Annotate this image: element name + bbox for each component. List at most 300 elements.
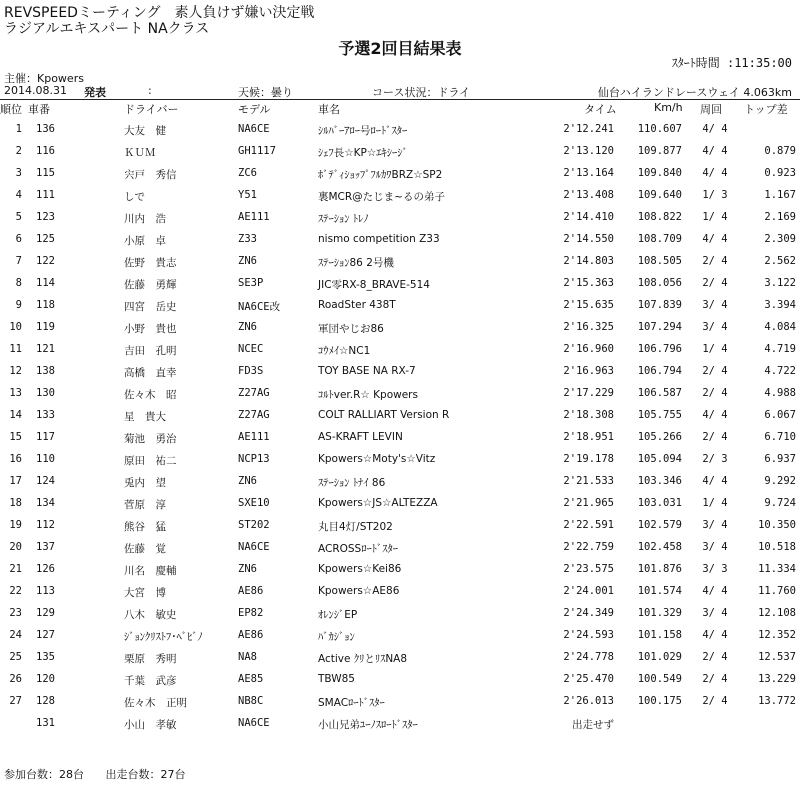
- gap-to-top: 9.292: [764, 475, 796, 487]
- car-name: COLT RALLIART Version R: [318, 409, 450, 421]
- driver-name: ｼﾞｮﾝｸﾘｽﾄﾌ･ﾍﾞﾋﾞﾉ: [124, 631, 203, 643]
- result-pos: 11: [9, 343, 22, 355]
- gap-to-top: 0.879: [764, 145, 796, 157]
- speed-kmh: 108.505: [637, 255, 682, 267]
- gap-to-top: 13.229: [758, 673, 796, 685]
- table-row: [0, 251, 800, 273]
- speed-kmh: 106.587: [637, 387, 682, 399]
- car-number: 113: [36, 585, 55, 597]
- col-car: 車名: [318, 103, 340, 116]
- speed-kmh: 107.294: [637, 321, 682, 333]
- table-row: [0, 207, 800, 229]
- car-number: 130: [36, 387, 55, 399]
- lap-time: 2'18.951: [563, 431, 614, 443]
- driver-name: 佐藤 覚: [124, 543, 166, 555]
- lap-count: 4/ 4: [702, 475, 728, 487]
- gap-to-top: 12.352: [758, 629, 796, 641]
- lap-count: 2/ 4: [702, 695, 728, 707]
- speed-kmh: 103.031: [637, 497, 682, 509]
- car-number: 118: [36, 299, 55, 311]
- result-pos: 7: [15, 255, 22, 267]
- gap-to-top: 6.067: [764, 409, 796, 421]
- result-pos: 5: [15, 211, 22, 223]
- lap-count: 4/ 4: [702, 585, 728, 597]
- lap-time: 2'13.120: [563, 145, 614, 157]
- lap-time: 2'15.363: [563, 277, 614, 289]
- table-row: [0, 361, 800, 383]
- lap-count: 2/ 4: [702, 673, 728, 685]
- car-model: SXE10: [238, 497, 270, 509]
- car-number: 124: [36, 475, 55, 487]
- car-model: Y51: [238, 189, 257, 201]
- driver-name: 佐野 貴志: [124, 257, 177, 269]
- car-model: NCP13: [238, 453, 270, 465]
- lap-time: 2'19.178: [563, 453, 614, 465]
- result-pos: 8: [15, 277, 22, 289]
- car-name: ｽﾃｰｼｮﾝ ﾄﾚﾉ: [318, 213, 369, 225]
- table-row: [0, 317, 800, 339]
- car-name: Kpowers☆Kei86: [318, 563, 402, 575]
- car-name: Kpowers☆Moty's☆Vitz: [318, 453, 436, 465]
- lap-time: 2'23.575: [563, 563, 614, 575]
- gap-to-top: 3.122: [764, 277, 796, 289]
- col-kmh: Km/h: [654, 101, 683, 114]
- speed-kmh: 108.056: [637, 277, 682, 289]
- lap-time: 2'16.960: [563, 343, 614, 355]
- table-row: [0, 713, 800, 735]
- gap-to-top: 4.084: [764, 321, 796, 333]
- result-pos: 6: [15, 233, 22, 245]
- result-pos: 3: [15, 167, 22, 179]
- car-name: nismo competition Z33: [318, 233, 440, 245]
- driver-name: 小野 貴也: [124, 323, 177, 335]
- car-number: 116: [36, 145, 55, 157]
- gap-to-top: 2.169: [764, 211, 796, 223]
- car-name: Kpowers☆JS☆ALTEZZA: [318, 497, 438, 509]
- speed-kmh: 103.346: [637, 475, 682, 487]
- lap-count: 3/ 3: [702, 563, 728, 575]
- lap-time: 2'16.325: [563, 321, 614, 333]
- lap-count: 1/ 4: [702, 343, 728, 355]
- car-number: 137: [36, 541, 55, 553]
- driver-name: しで: [124, 191, 145, 203]
- result-pos: 10: [9, 321, 22, 333]
- car-model: NA6CE: [238, 717, 270, 729]
- col-driver: ドライバー: [124, 103, 179, 116]
- table-row: [0, 273, 800, 295]
- lap-count: 3/ 4: [702, 541, 728, 553]
- organizer: 主催：Kpowers: [4, 72, 84, 85]
- car-name: ｼｪﾌ長☆KP☆ｴｷｼｰｼﾞ: [318, 147, 408, 159]
- gap-to-top: 0.923: [764, 167, 796, 179]
- speed-kmh: 101.158: [637, 629, 682, 641]
- speed-kmh: 101.329: [637, 607, 682, 619]
- result-pos: 1: [15, 123, 22, 135]
- car-model: Z27AG: [238, 387, 270, 399]
- lap-time: 2'14.550: [563, 233, 614, 245]
- table-row: [0, 493, 800, 515]
- lap-time: 2'14.410: [563, 211, 614, 223]
- lap-time: 2'21.533: [563, 475, 614, 487]
- driver-name: 四宮 岳史: [124, 301, 177, 313]
- car-number: 136: [36, 123, 55, 135]
- gap-to-top: 12.537: [758, 651, 796, 663]
- table-row: [0, 691, 800, 713]
- table-row: [0, 515, 800, 537]
- header-divider: [0, 99, 800, 100]
- car-name: Active ｸﾘとﾘｽNA8: [318, 653, 408, 665]
- car-number: 128: [36, 695, 55, 707]
- car-model: AE86: [238, 629, 264, 641]
- table-row: [0, 625, 800, 647]
- car-name: 裏MCR@たじま~るの弟子: [318, 191, 445, 203]
- lap-time: 2'16.963: [563, 365, 614, 377]
- car-number: 114: [36, 277, 55, 289]
- entries-count: 参加台数：28台: [4, 768, 84, 781]
- speed-kmh: 101.876: [637, 563, 682, 575]
- speed-kmh: 108.709: [637, 233, 682, 245]
- car-name: ｼﾙﾊﾞｰｱﾛｰ号ﾛｰﾄﾞｽﾀｰ: [318, 125, 408, 137]
- driver-name: 星 貴大: [124, 411, 166, 423]
- lap-time: 2'24.349: [563, 607, 614, 619]
- driver-name: 栗原 秀明: [124, 653, 177, 665]
- gap-to-top: 12.108: [758, 607, 796, 619]
- speed-kmh: 106.796: [637, 343, 682, 355]
- lap-time: 2'13.164: [563, 167, 614, 179]
- lap-time: 2'17.229: [563, 387, 614, 399]
- speed-kmh: 105.266: [637, 431, 682, 443]
- lap-count: 2/ 4: [702, 431, 728, 443]
- car-model: ZN6: [238, 321, 257, 333]
- speed-kmh: 101.029: [637, 651, 682, 663]
- car-number: 131: [36, 717, 55, 729]
- driver-name: 宍戸 秀信: [124, 169, 177, 181]
- gap-to-top: 10.518: [758, 541, 796, 553]
- table-row: [0, 141, 800, 163]
- table-row: [0, 163, 800, 185]
- car-model: ZN6: [238, 255, 257, 267]
- car-number: 125: [36, 233, 55, 245]
- lap-count: 3/ 4: [702, 299, 728, 311]
- car-model: NA8: [238, 651, 257, 663]
- col-model: モデル: [238, 103, 271, 116]
- result-pos: 25: [9, 651, 22, 663]
- driver-name: 八木 敏史: [124, 609, 177, 621]
- result-pos: 4: [15, 189, 22, 201]
- car-number: 111: [36, 189, 55, 201]
- lap-count: 4/ 4: [702, 629, 728, 641]
- car-name: ｺﾙﾄver.R☆ Kpowers: [318, 389, 418, 401]
- announce-colon: :: [148, 84, 152, 97]
- table-row: [0, 581, 800, 603]
- start-time: ｽﾀｰﾄ時間 :11:35:00: [671, 56, 792, 70]
- result-pos: 12: [9, 365, 22, 377]
- result-pos: 22: [9, 585, 22, 597]
- lap-count: 2/ 4: [702, 387, 728, 399]
- car-number: 138: [36, 365, 55, 377]
- driver-name: 菊池 勇治: [124, 433, 177, 445]
- result-pos: 24: [9, 629, 22, 641]
- gap-to-top: 11.760: [758, 585, 796, 597]
- result-pos: 17: [9, 475, 22, 487]
- driver-name: ＫＵＭ: [124, 147, 156, 159]
- event-title-line1: REVSPEEDミーティング 素人負けず嫌い決定戦: [4, 5, 315, 21]
- lap-count: 4/ 4: [702, 233, 728, 245]
- lap-time: 2'18.308: [563, 409, 614, 421]
- course-status: コース状況：ドライ: [372, 86, 471, 99]
- car-name: 小山兄弟ﾕｰﾉｽﾛｰﾄﾞｽﾀｰ: [318, 719, 418, 731]
- col-laps: 周回: [700, 103, 722, 116]
- table-row: [0, 647, 800, 669]
- lap-count: 1/ 3: [702, 189, 728, 201]
- lap-count: 4/ 4: [702, 145, 728, 157]
- table-row: [0, 669, 800, 691]
- table-row: [0, 405, 800, 427]
- car-model: NA6CE: [238, 541, 270, 553]
- car-model: NB8C: [238, 695, 264, 707]
- driver-name: 千葉 武彦: [124, 675, 177, 687]
- lap-count: 2/ 4: [702, 365, 728, 377]
- car-number: 127: [36, 629, 55, 641]
- gap-to-top: 4.988: [764, 387, 796, 399]
- gap-to-top: 11.334: [758, 563, 796, 575]
- car-name: 軍団やじお86: [318, 323, 384, 335]
- lap-time: 2'22.759: [563, 541, 614, 553]
- car-number: 120: [36, 673, 55, 685]
- car-name: TOY BASE NA RX-7: [318, 365, 416, 377]
- event-title-line2: ラジアルエキスパート NAクラス: [4, 21, 210, 37]
- driver-name: 兎内 望: [124, 477, 166, 489]
- car-number: 129: [36, 607, 55, 619]
- lap-time: 2'21.965: [563, 497, 614, 509]
- speed-kmh: 106.794: [637, 365, 682, 377]
- result-pos: 21: [9, 563, 22, 575]
- driver-name: 佐々木 昭: [124, 389, 177, 401]
- circuit: 仙台ハイランドレースウェイ 4.063km: [597, 86, 792, 99]
- gap-to-top: 6.710: [764, 431, 796, 443]
- announce-label: 発表: [84, 86, 106, 99]
- lap-count: 4/ 4: [702, 409, 728, 421]
- car-name: ｽﾃｰｼｮﾝ86 2号機: [318, 257, 394, 269]
- gap-to-top: 2.562: [764, 255, 796, 267]
- driver-name: 佐藤 勇輝: [124, 279, 177, 291]
- col-time: タイム: [584, 103, 617, 116]
- driver-name: 原田 祐二: [124, 455, 177, 467]
- car-name: AS-KRAFT LEVIN: [318, 431, 403, 443]
- lap-count: 2/ 4: [702, 277, 728, 289]
- speed-kmh: 109.640: [637, 189, 682, 201]
- gap-to-top: 9.724: [764, 497, 796, 509]
- speed-kmh: 102.458: [637, 541, 682, 553]
- table-row: [0, 119, 800, 141]
- car-model: SE3P: [238, 277, 264, 289]
- result-pos: 15: [9, 431, 22, 443]
- result-pos: 19: [9, 519, 22, 531]
- table-row: [0, 383, 800, 405]
- lap-time: 2'14.803: [563, 255, 614, 267]
- gap-to-top: 4.722: [764, 365, 796, 377]
- speed-kmh: 105.755: [637, 409, 682, 421]
- results-table: [0, 119, 800, 735]
- table-row: [0, 603, 800, 625]
- gap-to-top: 3.394: [764, 299, 796, 311]
- result-pos: 16: [9, 453, 22, 465]
- result-pos: 20: [9, 541, 22, 553]
- result-pos: 14: [9, 409, 22, 421]
- table-row: [0, 559, 800, 581]
- car-model: AE86: [238, 585, 264, 597]
- result-pos: 18: [9, 497, 22, 509]
- table-row: [0, 427, 800, 449]
- speed-kmh: 109.840: [637, 167, 682, 179]
- speed-kmh: 105.094: [637, 453, 682, 465]
- lap-count: 1/ 4: [702, 497, 728, 509]
- lap-count: 2/ 4: [702, 651, 728, 663]
- driver-name: 大友 健: [124, 125, 166, 137]
- speed-kmh: 108.822: [637, 211, 682, 223]
- date: 2014.08.31: [4, 84, 67, 97]
- starters-count: 出走台数：27台: [105, 768, 186, 781]
- lap-time: 2'24.778: [563, 651, 614, 663]
- car-model: Z33: [238, 233, 257, 245]
- car-model: FD3S: [238, 365, 264, 377]
- table-row: [0, 295, 800, 317]
- car-number: 135: [36, 651, 55, 663]
- car-name: SMACﾛｰﾄﾞｽﾀｰ: [318, 697, 385, 709]
- car-model: ST202: [238, 519, 270, 531]
- car-model: EP82: [238, 607, 264, 619]
- lap-count: 3/ 4: [702, 607, 728, 619]
- car-number: 134: [36, 497, 55, 509]
- car-model: ZN6: [238, 475, 257, 487]
- car-number: 117: [36, 431, 55, 443]
- result-pos: 26: [9, 673, 22, 685]
- driver-name: 高橋 直幸: [124, 367, 177, 379]
- car-name: RoadSter 438T: [318, 299, 396, 311]
- car-name: 丸目4灯/ST202: [318, 521, 393, 533]
- car-model: AE85: [238, 673, 264, 685]
- car-name: ｺｳﾒｲ☆NC1: [318, 345, 371, 357]
- driver-name: 小山 孝敏: [124, 719, 177, 731]
- driver-name: 川名 慶輔: [124, 565, 177, 577]
- car-name: JIC零RX-8_BRAVE-514: [318, 279, 430, 291]
- car-model: NA6CE改: [238, 301, 281, 313]
- gap-to-top: 2.309: [764, 233, 796, 245]
- gap-to-top: 6.937: [764, 453, 796, 465]
- speed-kmh: 107.839: [637, 299, 682, 311]
- lap-count: 2/ 4: [702, 255, 728, 267]
- gap-to-top: 4.719: [764, 343, 796, 355]
- lap-count: 4/ 4: [702, 123, 728, 135]
- speed-kmh: 101.574: [637, 585, 682, 597]
- document-title: 予選2回目結果表: [338, 39, 462, 58]
- driver-name: 大宮 博: [124, 587, 166, 599]
- car-name: ｽﾃｰｼｮﾝ ﾄﾅｲ 86: [318, 477, 386, 489]
- column-header: [0, 101, 800, 115]
- lap-time: 2'13.408: [563, 189, 614, 201]
- lap-time: 2'26.013: [563, 695, 614, 707]
- car-name: Kpowers☆AE86: [318, 585, 400, 597]
- lap-time: 2'12.241: [563, 123, 614, 135]
- col-pos: 順位: [0, 103, 22, 116]
- car-number: 119: [36, 321, 55, 333]
- car-name: ACROSSﾛｰﾄﾞｽﾀｰ: [318, 543, 398, 555]
- car-number: 115: [36, 167, 55, 179]
- result-pos: 23: [9, 607, 22, 619]
- result-pos: 27: [9, 695, 22, 707]
- car-model: ZN6: [238, 563, 257, 575]
- gap-to-top: 1.167: [764, 189, 796, 201]
- speed-kmh: 109.877: [637, 145, 682, 157]
- driver-name: 菅原 淳: [124, 499, 166, 511]
- lap-count: 4/ 4: [702, 167, 728, 179]
- col-gap: トップ差: [744, 103, 788, 116]
- footer: [4, 766, 204, 782]
- car-number: 121: [36, 343, 55, 355]
- speed-kmh: 100.175: [637, 695, 682, 707]
- lap-time: 2'25.470: [563, 673, 614, 685]
- car-name: TBW85: [318, 673, 355, 685]
- car-name: ｵﾚﾝｼﾞEP: [318, 609, 358, 621]
- gap-to-top: 13.772: [758, 695, 796, 707]
- lap-count: 3/ 4: [702, 321, 728, 333]
- table-row: [0, 449, 800, 471]
- driver-name: 川内 浩: [124, 213, 166, 225]
- car-name: ﾊﾞｶｼﾞｮﾝ: [318, 631, 355, 643]
- result-pos: 9: [15, 299, 22, 311]
- weather: 天候：曇り: [238, 86, 293, 99]
- car-model: AE111: [238, 431, 270, 443]
- result-pos: 13: [9, 387, 22, 399]
- car-number: 122: [36, 255, 55, 267]
- result-pos: 2: [15, 145, 22, 157]
- gap-to-top: 10.350: [758, 519, 796, 531]
- table-row: [0, 471, 800, 493]
- lap-count: 2/ 3: [702, 453, 728, 465]
- car-model: NCEC: [238, 343, 264, 355]
- car-name: ﾎﾞﾃﾞｨｼｮｯﾌﾟﾌﾙｶﾜBRZ☆SP2: [318, 169, 443, 181]
- driver-name: 吉田 孔明: [124, 345, 177, 357]
- lap-count: 1/ 4: [702, 211, 728, 223]
- speed-kmh: 110.607: [637, 123, 682, 135]
- car-model: GH1117: [238, 145, 276, 157]
- lap-time: 2'22.591: [563, 519, 614, 531]
- driver-name: 小原 卓: [124, 235, 166, 247]
- info-row: [0, 84, 800, 98]
- driver-name: 熊谷 猛: [124, 521, 166, 533]
- lap-time: 2'24.593: [563, 629, 614, 641]
- car-number: 123: [36, 211, 55, 223]
- lap-count: 3/ 4: [702, 519, 728, 531]
- speed-kmh: 100.549: [637, 673, 682, 685]
- car-model: Z27AG: [238, 409, 270, 421]
- car-model: AE111: [238, 211, 270, 223]
- table-row: [0, 185, 800, 207]
- table-row: [0, 229, 800, 251]
- speed-kmh: 102.579: [637, 519, 682, 531]
- lap-time: 2'24.001: [563, 585, 614, 597]
- table-row: [0, 339, 800, 361]
- car-number: 110: [36, 453, 55, 465]
- car-model: NA6CE: [238, 123, 270, 135]
- car-number: 112: [36, 519, 55, 531]
- car-model: ZC6: [238, 167, 257, 179]
- car-number: 126: [36, 563, 55, 575]
- driver-name: 佐々木 正明: [124, 697, 187, 709]
- col-num: 車番: [28, 103, 50, 116]
- lap-time: 2'15.635: [563, 299, 614, 311]
- lap-time: 出走せず: [572, 719, 614, 731]
